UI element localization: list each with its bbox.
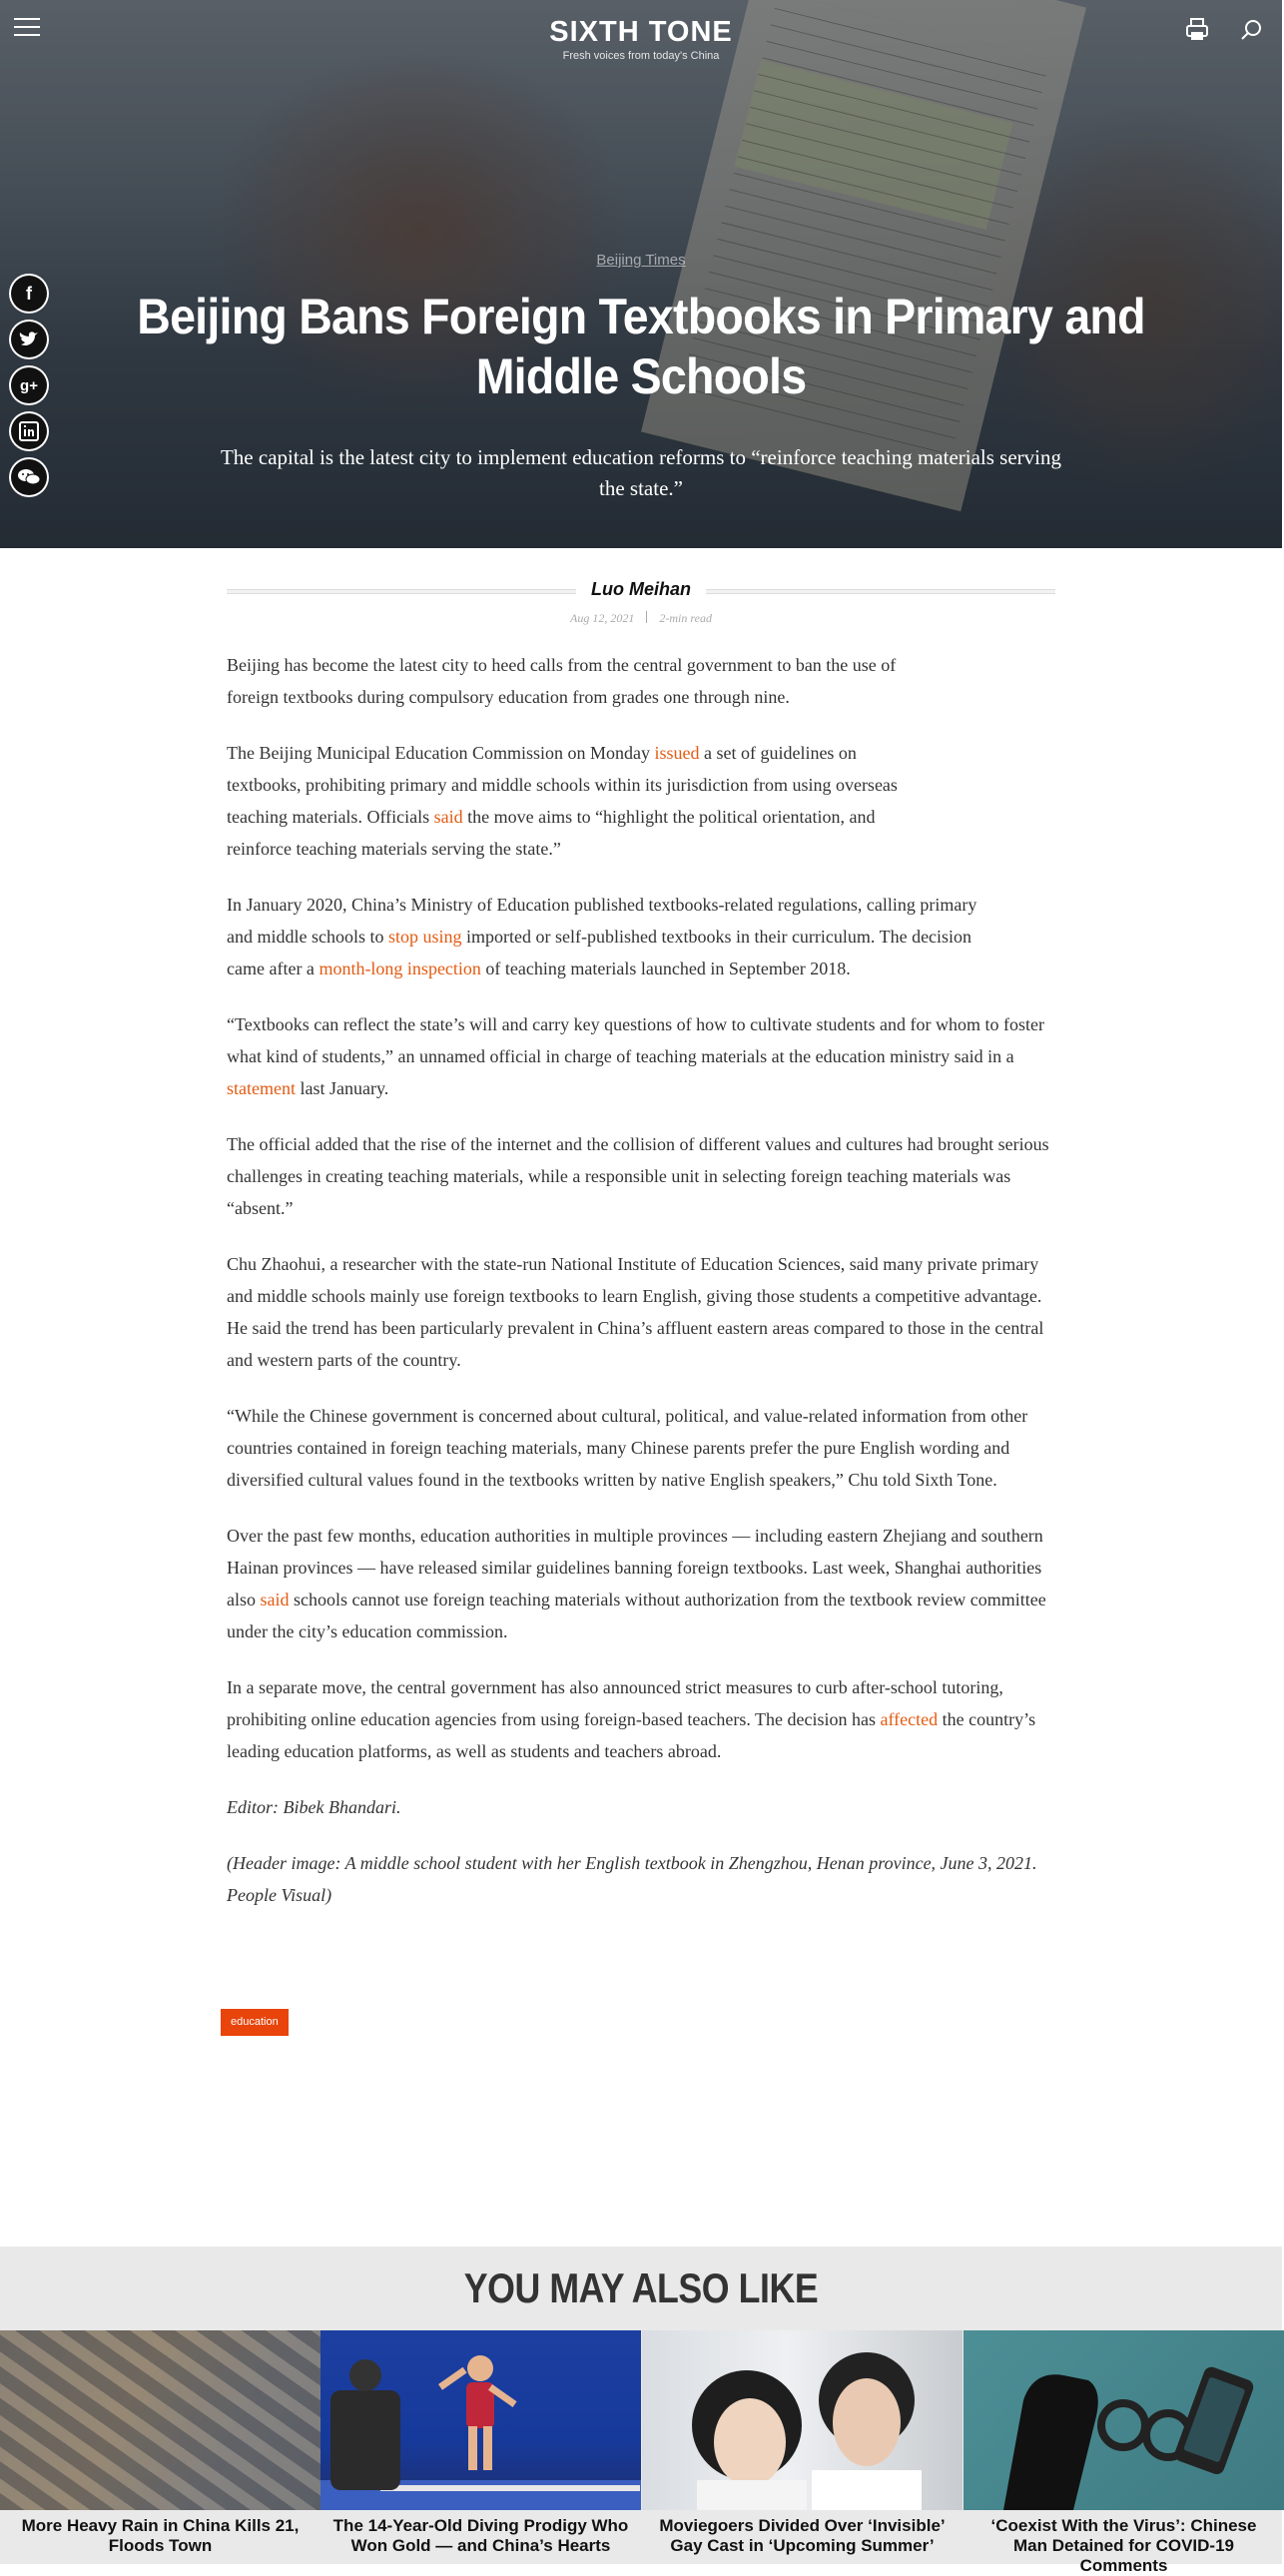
related-title: More Heavy Rain in China Kills 21, Floods Town [21,2516,300,2555]
related-image-flood [0,2330,321,2510]
wechat-icon[interactable] [9,457,49,497]
tag-education[interactable]: education [221,2009,289,2036]
print-icon[interactable] [1184,16,1210,42]
related-card[interactable] [963,2330,1284,2575]
related-image-movie [642,2330,963,2510]
link-issued[interactable]: issued [654,743,700,763]
related-title: Moviegoers Divided Over ‘Invisible’ Gay Cast in ‘Upcoming Summer’ [659,2516,946,2555]
related-card[interactable] [321,2330,641,2564]
paragraph: In a separate move, the central government has also announced strict measures to curb after-school tutoring, prohibiting online education agencies from using foreign-based teachers. The decision has affected the country’s leading education platforms, as well as students and teachers abroad. [227,1677,1036,1761]
related-section [0,2247,1282,2575]
article-meta [0,611,1282,626]
paragraph: “Textbooks can reflect the state’s will and carry key questions of how to cultivate students and for whom to foster what kind of students,” an unnamed official in charge of teaching materials at the education ministry said in a statement last January. [227,1014,1045,1098]
hero-banner [0,0,1282,548]
logo-tagline: Fresh voices from today's China [562,50,720,62]
paragraph: Over the past few months, education authorities in multiple provinces — including eastern Zhejiang and southern Hainan provinces — have released similar guidelines banning foreign textbooks. Last week, Shanghai authorities also said schools cannot use foreign teaching materials without authorization from the textbook review committee under the city’s education commission. [227,1526,1046,1641]
site-logo[interactable] [0,16,1282,62]
share-bar [9,274,49,503]
related-title: The 14-Year-Old Diving Prodigy Who Won Gold — and China’s Hearts [332,2516,629,2555]
logo-name: SIXTH TONE [549,16,733,48]
article-subtitle: The capital is the latest city to implement education reforms to “reinforce teaching materials serving the state.” [220,445,1062,500]
image-caption: (Header image: A middle school student with her English textbook in Zhengzhou, Henan province, June 3, 2021. People Visual) [227,1853,1037,1905]
link-statement[interactable]: statement [227,1078,296,1098]
link-month-long-inspection[interactable]: month-long inspection [319,959,481,978]
link-stop-using[interactable]: stop using [387,927,462,947]
paragraph: Chu Zhaohui, a researcher with the state-run National Institute of Education Sciences, said many private primary and middle schools mainly use foreign textbooks to learn English, giving those students a competitive advantage. He said the trend has been particularly prevalent in China’s affluent eastern areas compared to those in the central and western parts of the country. [227,1254,1044,1370]
google-plus-icon[interactable]: g+ [9,365,49,405]
facebook-icon[interactable]: f [9,274,49,314]
author-name[interactable]: Luo Meihan [591,579,691,599]
search-icon[interactable] [1239,18,1263,42]
related-card[interactable] [0,2330,321,2564]
link-said[interactable]: said [433,807,463,827]
article-body [227,649,1055,1935]
twitter-icon[interactable] [9,320,49,359]
paragraph: Beijing has become the latest city to heed calls from the central government to ban the use of foreign textbooks during compulsory education from grades one through nine. [227,655,897,707]
linkedin-icon[interactable] [9,411,49,451]
article-kicker[interactable]: Beijing Times [596,252,686,269]
publish-date: Aug 12, 2021 [570,611,635,625]
byline [227,579,1055,603]
paragraph: The official added that the rise of the internet and the collision of different values and cultures had brought serious challenges in creating teaching materials, while a responsible unit in selecting foreign teaching materials was “absent.” [227,1134,1049,1218]
link-said-shanghai[interactable]: said [260,1590,290,1610]
paragraph: The Beijing Municipal Education Commission on Monday issued a set of guidelines on textbooks, prohibiting primary and middle schools within its jurisdiction from using overseas teaching materials. Officials said the move aims to “highlight the political orientation, and reinforce teaching materials serving the state.” [227,743,898,859]
article-title: Beijing Bans Foreign Textbooks in Primary and Middle Schools [137,289,1145,404]
paragraph: In January 2020, China’s Ministry of Education published textbooks-related regulations, calling primary and middle schools to stop using imported or self-published textbooks in their curriculum. The decision came after a month-long inspection of teaching materials launched in September 2018. [227,895,977,978]
link-affected[interactable]: affected [880,1709,939,1729]
related-heading: YOU MAY ALSO LIKE [463,2264,819,2311]
related-image-diver [321,2330,641,2510]
read-time: 2-min read [659,611,712,625]
related-title: ‘Coexist With the Virus’: Chinese Man Detained for COVID-19 Comments [990,2516,1257,2575]
related-card[interactable] [642,2330,963,2564]
related-image-handcuffs [963,2330,1284,2510]
paragraph: “While the Chinese government is concerned about cultural, political, and value-related information from other countries contained in foreign teaching materials, many Chinese parents prefer the pure English wording and diversified cultural values found in the textbooks written by native English speakers,” Chu told Sixth Tone. [227,1406,1028,1490]
editor-note: Editor: Bibek Bhandari. [227,1797,401,1817]
